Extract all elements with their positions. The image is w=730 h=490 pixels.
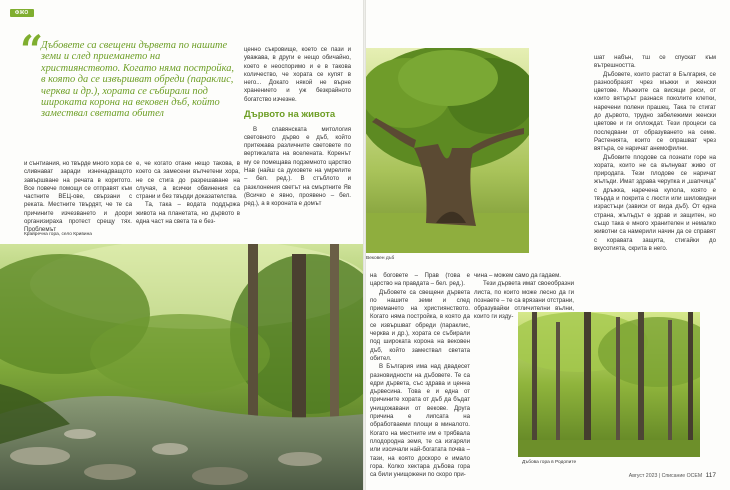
section-tag: ФЖО xyxy=(10,9,34,17)
paragraph: на боговете – Прав (това е царство на правдата – бел. ред.). xyxy=(370,272,470,288)
column-right-c xyxy=(594,54,716,253)
paragraph: Дъбовете са свещени дървета по нашите земи и след приемането на християнството. Когато няма постройка, в която да се извършват обреди (параклис, черква и др.), хората се събирали под широката корона на вековен дъб, който замествал светата обител. xyxy=(370,288,470,362)
ancient-oak-photo xyxy=(366,48,529,253)
left-page xyxy=(0,0,364,490)
paragraph: Дъбовите плодове са познати горе на хората, които не са вълнуват живо от природата. Тези плодове се наричат жълъди. Имат здрава черупка и „шапчица" с дръжка, наречена купола, която е твърда и покрита с люсти или шиловидни израстъци (зависи от вида дъб). От една страна, жълъдът е здрав и защитен, но също така е много хранителен и немалко животни са намерили начин да се справят с коравата защита, стигайки до вкусотията, скрита в него. xyxy=(594,153,716,252)
paragraph: Тези дървета имат своеобразни листа, по които може лесно да ги познаете – те са врязани отстрани, образувайки отличителни вълни, които ги изду- xyxy=(474,280,574,321)
quote-mark-icon: “ xyxy=(20,27,44,74)
paragraph: В славянската митология световното дърво е дъб, който притежава различните световете по вертикалата на вселената. Коренът му се помещава подземното царство Нав (найш са духовете на умрелите – бел. ред.). В стъблото и разклонения светът на смъртните Яв (Всичко е явно, проявено – бел. ред.), а в короната е домът xyxy=(244,125,351,208)
river-forest-photo xyxy=(0,244,364,490)
paragraph: Дъбовете, които растат в България, се разнообразят чрез мъжки и женски цветове. Мъжките са висящи реси, от които вятърът разнася поколите клетки, наречени полени прашец. Така те стигат до дървото, трудно забележими женски цветове и ги оплождат. Тези процеси са последвани от образуването на семе. Растенията, които се опрашват чрез вятъра, се наричат анемофилни. xyxy=(594,70,716,153)
subhead-tree-of-life: Дървото на живота xyxy=(244,109,336,121)
paragraph: е, че когато отане нещо такова, в което са замесени вълчетени хора, не се стига до разрешаване на случая, а всички обвинения са страни и без твърди доказателства. xyxy=(136,160,240,201)
caption-river: Крайречна гора, село Кривина xyxy=(24,232,92,237)
right-page xyxy=(366,0,730,490)
paragraph: шат набън, тш се спускат към вътрешността. xyxy=(594,54,716,70)
column-right-a xyxy=(370,272,470,479)
dense-forest-photo xyxy=(518,312,700,457)
column-mid xyxy=(244,46,351,209)
paragraph: Та, така – водата поддържа живота на планетата, но дървото в една част на света та е без- xyxy=(136,201,240,226)
page-footer xyxy=(629,472,716,479)
paragraph: ценно съкровище, което се пази и уважава, в други е нещо обичайно, което е неоспоримо и е в такова количество, че хората се купят в него... Докато някой не върне хранението и уж безкрайното богатство изчезне. xyxy=(244,46,351,103)
paragraph: и сънтиания, но твърде много хора се сливнават заради изненадващото завършване на речата в коритото. Все повече помощи се отправят към частните ВЕЦ-ове, свързани с реката. Местните твърдят, че те са причините изчезването и доори организираха протест срещу тях. Проблемът xyxy=(24,160,132,234)
column-left-b xyxy=(136,160,240,226)
caption-forest: Дъбова гора в Родопите xyxy=(522,460,577,465)
paragraph: чина – можем само да гадаем. xyxy=(474,272,562,279)
footer-issue: Август 2023 | Списание ОСЕМ xyxy=(628,473,703,479)
paragraph: В България има над двадесет разновидности на дъбовете. Те са едри дървета, със здрава и ценна дървесина. Това е и една от причините хората от дъб да бъдат унищожавани от векове. Друга причина е липсата на обработваеми площи в миналото. Когато на местните им е трябвала плодородна земя, те са изгаряли или изсичали най-богатата почва – тази, на която доскоро е имало гора. Колко хектара дъбова гора са били унищожени по скоро при- xyxy=(370,363,470,479)
page-number: 117 xyxy=(705,472,716,479)
pull-quote: Дъбовете са свещени дървета по нашите земи и след приемането на християнството. Когато няма постройка, в която да се извършват обреди (параклис, черква и др.), хората се събирали под широката корона на вековен дъб, който замествал светата обител xyxy=(41,40,235,120)
column-left-a xyxy=(24,160,132,235)
caption-oak: Вековен дъб xyxy=(366,256,395,261)
